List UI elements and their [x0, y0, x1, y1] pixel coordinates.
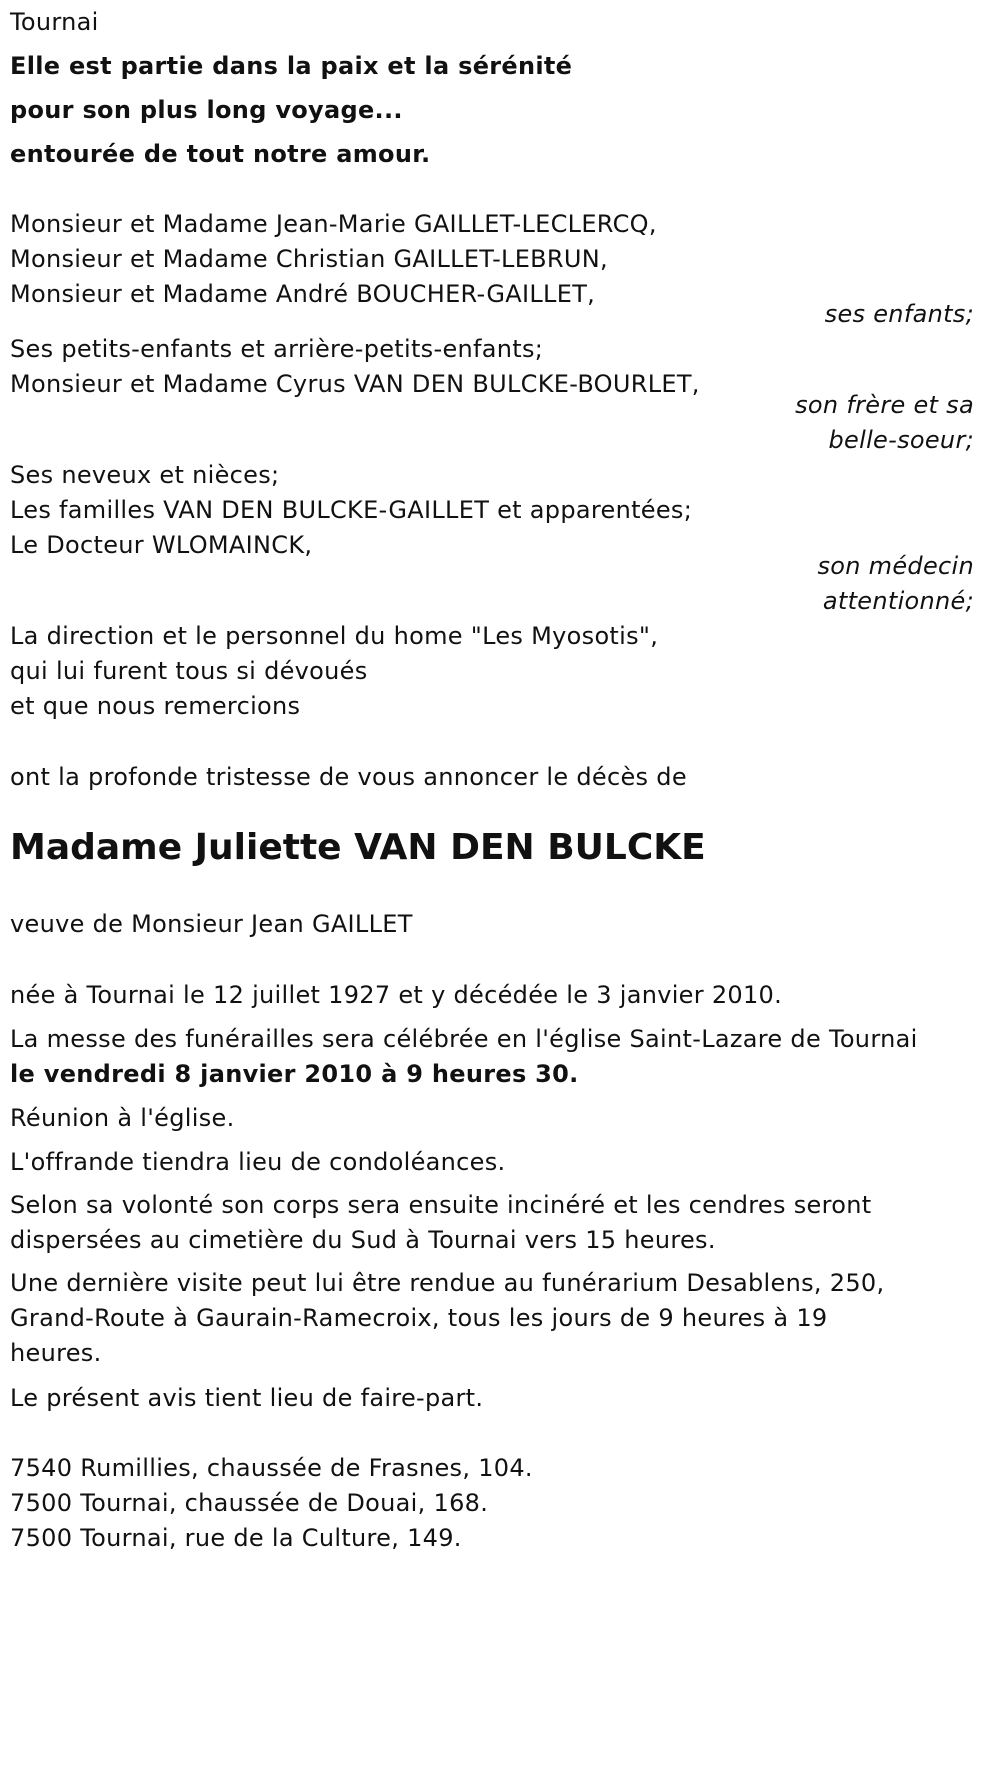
home-line: et que nous remercions: [10, 692, 301, 720]
sibling-note: son frère et sa: [795, 391, 974, 419]
poem-line: entourée de tout notre amour.: [10, 140, 431, 168]
announcement-intro: ont la profonde tristesse de vous annoncer le décès de: [10, 763, 687, 791]
child-line: Monsieur et Madame André BOUCHER-GAILLET,: [10, 280, 596, 308]
offering-line: L'offrande tiendra lieu de condoléances.: [10, 1148, 506, 1176]
children-note: ses enfants;: [824, 300, 974, 328]
grandchildren-line: Ses petits-enfants et arrière-petits-enfants;: [10, 335, 544, 363]
visit-line: heures.: [10, 1339, 102, 1367]
child-line: Monsieur et Madame Christian GAILLET-LEBRUN,: [10, 245, 608, 273]
doctor-line: Le Docteur WLOMAINCK,: [10, 531, 313, 559]
city-heading: Tournai: [10, 8, 99, 36]
doctor-note: attentionné;: [822, 587, 974, 615]
address-line: 7500 Tournai, rue de la Culture, 149.: [10, 1524, 462, 1552]
sibling-note: belle-soeur;: [828, 426, 974, 454]
visit-line: Grand-Route à Gaurain-Ramecroix, tous les jours de 9 heures à 19: [10, 1304, 828, 1332]
doctor-note: son médecin: [817, 552, 974, 580]
families-line: Les familles VAN DEN BULCKE-GAILLET et apparentées;: [10, 496, 693, 524]
home-line: La direction et le personnel du home "Les Myosotis",: [10, 622, 659, 650]
deceased-name: Madame Juliette VAN DEN BULCKE: [10, 827, 706, 868]
address-line: 7540 Rumillies, chaussée de Frasnes, 104.: [10, 1454, 533, 1482]
notice-line: Le présent avis tient lieu de faire-part.: [10, 1384, 484, 1412]
mass-date-line: le vendredi 8 janvier 2010 à 9 heures 30.: [10, 1060, 579, 1088]
poem-line: Elle est partie dans la paix et la sérénité: [10, 52, 573, 80]
poem-line: pour son plus long voyage...: [10, 96, 403, 124]
visit-line: Une dernière visite peut lui être rendue au funérarium Desablens, 250,: [10, 1269, 885, 1297]
meeting-line: Réunion à l'église.: [10, 1104, 235, 1132]
mass-line: La messe des funérailles sera célébrée en l'église Saint-Lazare de Tournai: [10, 1025, 918, 1053]
sibling-line: Monsieur et Madame Cyrus VAN DEN BULCKE-BOURLET,: [10, 370, 700, 398]
nephews-line: Ses neveux et nièces;: [10, 461, 280, 489]
cremation-line: Selon sa volonté son corps sera ensuite incinéré et les cendres seront: [10, 1191, 872, 1219]
address-line: 7500 Tournai, chaussée de Douai, 168.: [10, 1489, 489, 1517]
cremation-line: dispersées au cimetière du Sud à Tournai vers 15 heures.: [10, 1226, 716, 1254]
home-line: qui lui furent tous si dévoués: [10, 657, 368, 685]
widow-line: veuve de Monsieur Jean GAILLET: [10, 910, 413, 938]
birth-death-line: née à Tournai le 12 juillet 1927 et y décédée le 3 janvier 2010.: [10, 981, 783, 1009]
child-line: Monsieur et Madame Jean-Marie GAILLET-LECLERCQ,: [10, 210, 657, 238]
